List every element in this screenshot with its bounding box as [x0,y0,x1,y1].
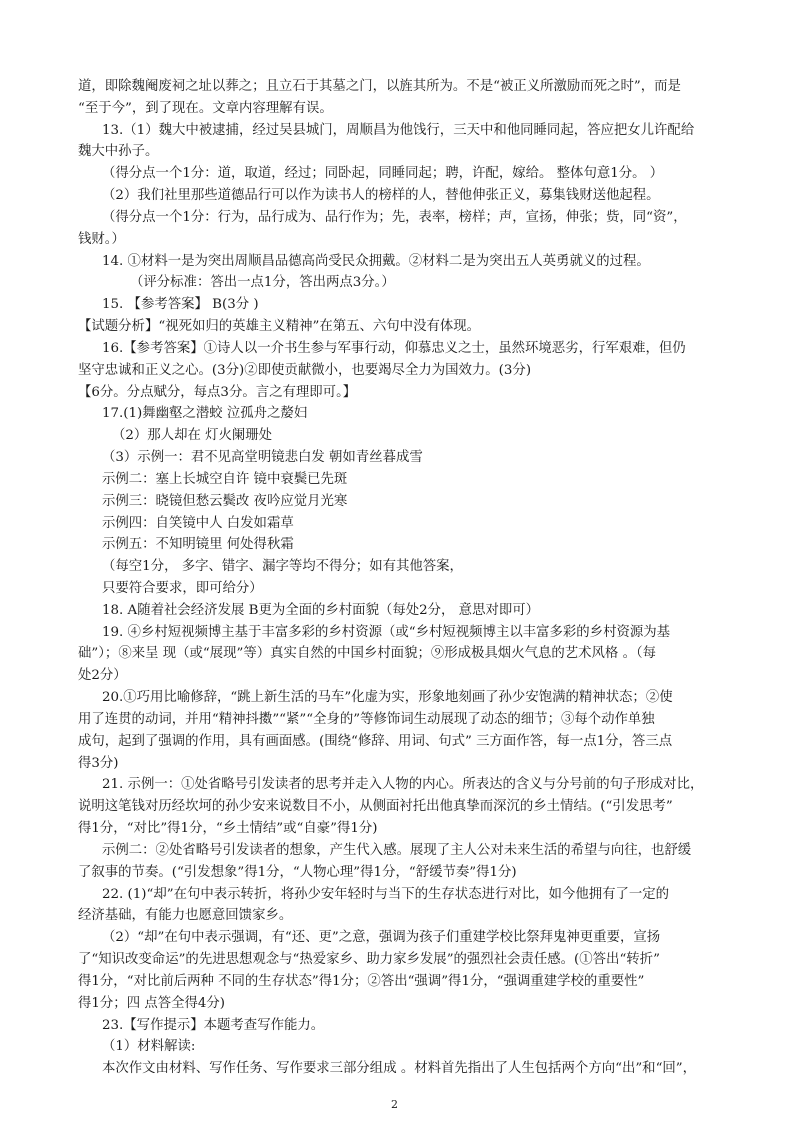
text-line: 【6分。分点赋分，每点3分。言之有理即可。】 [78,384,357,400]
text-line: 示例二：塞上长城空自许 镜中衰鬓已先斑 [102,471,348,487]
text-line: 21. 示例一：①处省略号引发读者的思考并走入人物的内心。所表达的含义与分号前的句子形成对比， [102,777,704,793]
text-line: （每空1分， 多字、错字、漏字等均不得分；如有其他答案， [102,559,463,575]
text-line: 示例二：②处省略号引发读者的想象，产生代入感。展现了主人公对未来生活的希望与向往，也舒缓 [102,842,692,858]
text-line: 了“知识改变命运”的先进思想观念与“热爱家乡、助力家乡发展”的强烈社会责任感。(①答出“转折” [78,952,660,968]
text-line: 经济基础，有能力也愿意回馈家乡。 [78,908,293,924]
text-line: 魏大中孙子。 [78,144,159,160]
text-line: （得分点一个1分：行为，品行成为、品行作为；先，表率，榜样；声，宣扬，伸张；赀，同“资”， [102,209,687,225]
text-line: 用了连贯的动词，并用“精神抖擞”“紧”“全身的”等修饰词生动展现了动态的细节；③每个动作单独 [78,711,655,727]
text-line: （得分点一个1分：道，取道，经过；同卧起，同睡同起；聘，许配，嫁给。 整体句意1分。 ） [102,166,664,182]
text-line: 钱财。） [78,231,125,247]
text-line: 22. (1)“却”在句中表示转折，将孙少安年轻时与当下的生存状态进行对比，如今他拥有了一定的 [102,886,670,902]
text-line: （3）示例一：君不见高堂明镜悲白发 朝如青丝暮成雪 [102,450,423,466]
text-line: 18. A随着社会经济发展 B更为全面的乡村面貌（每处2分， 意思对即可） [102,602,540,618]
text-line: 道，即除魏阉废祠之址以葬之；且立石于其墓之门，以旌其所为。不是“被正义所激励而死之时”，而是 [78,79,681,94]
text-line: 得1分；四 点答全得4分) [78,995,226,1011]
text-line: 示例三：晓镜但愁云鬓改 夜吟应觉月光寒 [102,493,348,509]
text-line: （2）我们社里那些道德品行可以作为读书人的榜样的人，替他伸张正义，募集钱财送他起程。 [102,188,660,204]
page-number: 2 [391,1098,398,1111]
text-line: （2）“却”在句中表示强调，有“还、更”之意，强调为孩子们重建学校比祭拜鬼神更重要，宣扬 [102,930,661,946]
text-line: 得3分) [78,755,119,771]
text-line: 【试题分析】“视死如归的英雄主义精神”在第五、六句中没有体现。 [78,319,481,335]
text-line: 17.(1)舞幽壑之潜蛟 泣孤舟之嫠妇 [102,406,308,422]
text-line: 得1分，“对比前后两种 不同的生存状态”得1分；②答出“强调”得1分，“强调重建学校的重要性” [78,973,645,989]
text-line: 处2分） [78,668,127,684]
text-line: 16.【参考答案】①诗人以一介书生参与军事行动，仰慕忠义之士，虽然环境恶劣，行军艰难，但仍 [102,340,686,356]
text-line: 23.【写作提示】本题考查写作能力。 [102,1017,325,1033]
text-line: （评分标准：答出一点1分，答出两点3分。） [130,275,395,291]
text-line: 得1分，“对比”得1分，“乡土情结”或“自豪”得1分) [78,821,378,837]
text-line: 19. ④乡村短视频博主基于丰富多彩的乡村资源（或“乡村短视频博主以丰富多彩的乡村资源为基 [102,624,671,640]
text-line: 15. 【参考答案】 B(3分 ) [102,297,259,313]
text-line: “至于今”，到了现在。文章内容理解有误。 [78,100,333,116]
text-line: 示例五：不知明镜里 何处得秋霜 [102,537,294,553]
text-line: 成句，起到了强调的作用，具有画面感。(围绕“修辞、用词、句式” 三方面作答，每一点1分，答三点 [78,733,673,749]
text-line: 本次作文由材料、写作任务、写作要求三部分组成 。材料首先指出了人生包括两个方向“出”和“回”， [102,1061,697,1077]
text-line: 示例四：自笑镜中人 白发如霜草 [102,515,294,531]
text-line: 13.（1）魏大中被逮捕，经过吴县城门，周顺昌为他饯行，三天中和他同睡同起，答应把女儿许配给 [102,122,695,138]
text-line: 20.①巧用比喻修辞，“跳上新生活的马车”化虚为实，形象地刻画了孙少安饱满的精神状态；②使 [102,690,673,706]
text-line: 坚守忠诚和正义之心。(3分)②即使贡献微小，也要竭尽全力为国效力。(3分) [78,362,532,378]
text-line: 础”）；⑧来呈 现（或“展现”等）真实自然的中国乡村面貌；⑨形成极具烟火气息的艺术风格 。（每 [78,646,657,662]
text-line: （1）材料解读: [102,1039,196,1055]
text-line: 了叙事的节奏。(“引发想象”得1分，“人物心理”得1分，“舒缓节奏”得1分) [78,864,517,880]
text-line: 只要符合要求，即可给分） [102,581,263,596]
text-line: 说明这笔钱对历经坎坷的孙少安来说数目不小，从侧面衬托出他真挚而深沉的乡土情结。(“引发思考” [78,799,673,815]
text-line: （2）那人却在 灯火阑珊处 [112,428,273,444]
text-line: 14. ①材料一是为突出周顺昌品德高尚受民众拥戴。②材料二是为突出五人英勇就义的过程。 [102,253,650,269]
